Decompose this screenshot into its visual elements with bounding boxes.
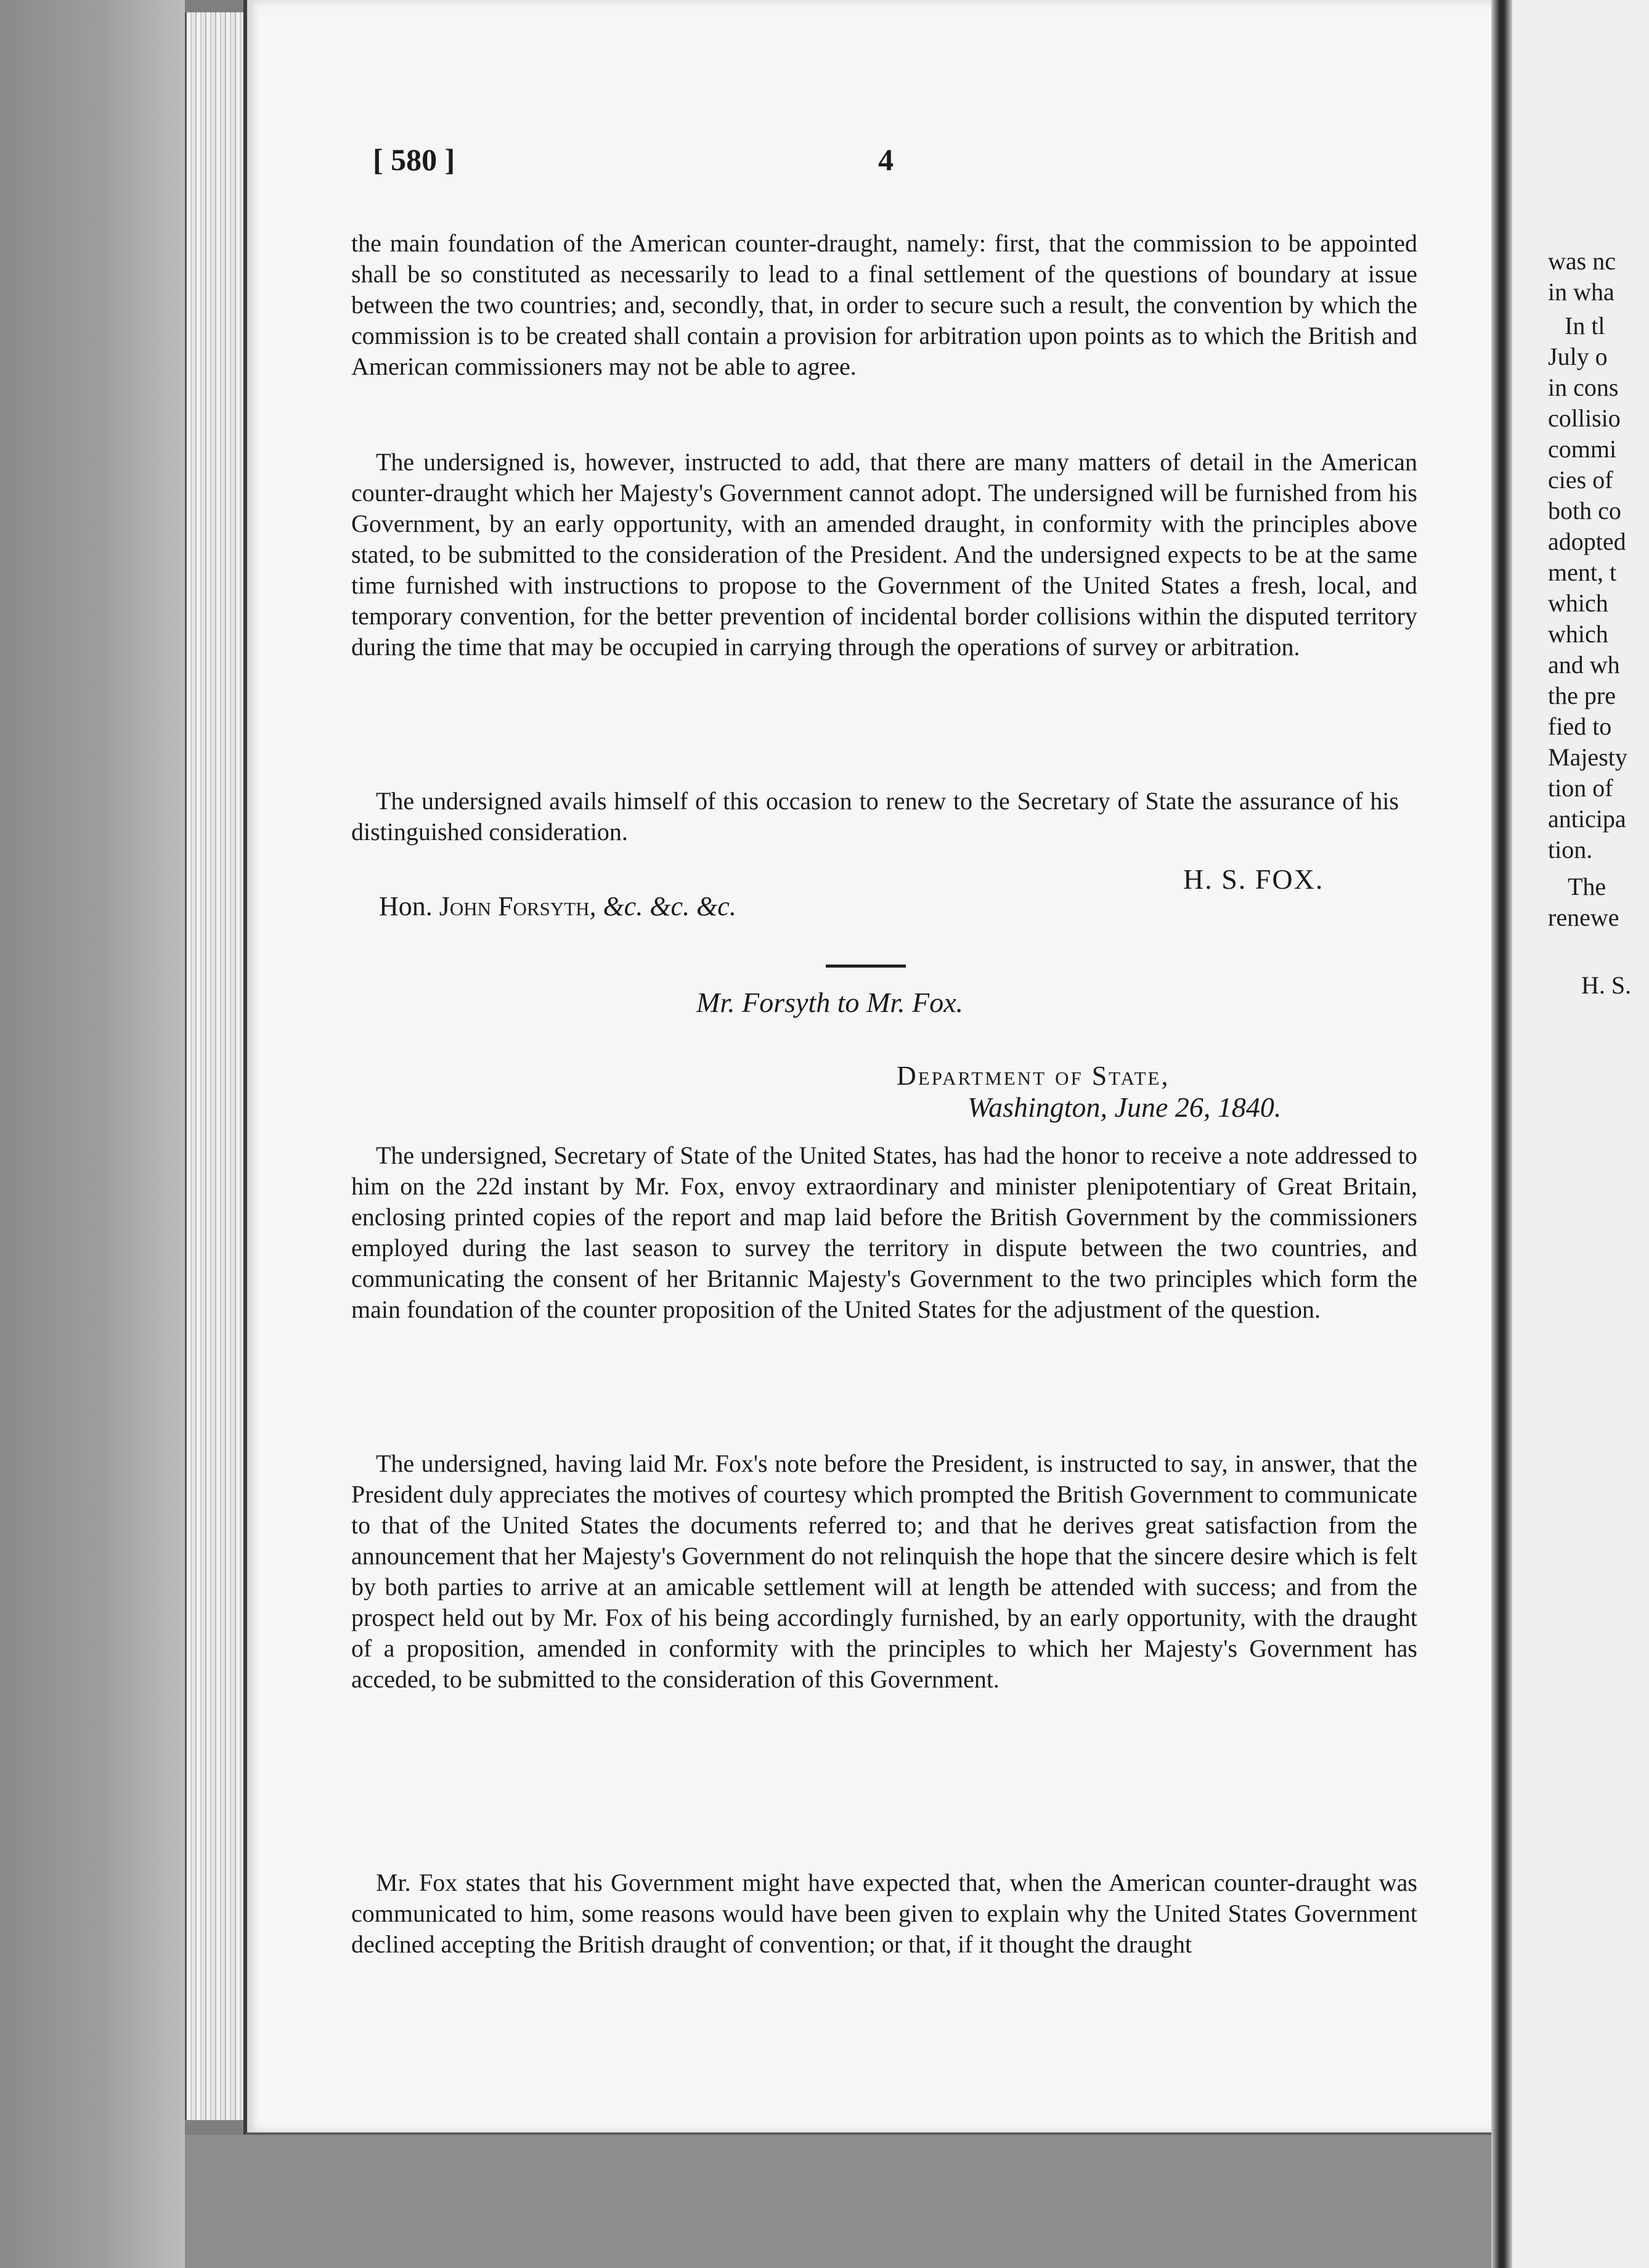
facing-line: renewe — [1548, 904, 1619, 931]
facing-line: adopted — [1548, 528, 1626, 555]
department-heading: Department of State, — [897, 1061, 1170, 1091]
facing-line: and wh — [1548, 651, 1620, 679]
page-number: [ 580 ] — [373, 142, 455, 177]
facing-line: both co — [1548, 497, 1621, 524]
addressee-prefix: Hon. — [379, 891, 439, 921]
facing-line: commi — [1548, 435, 1617, 463]
facing-line: in wha — [1548, 278, 1614, 306]
addressee-line — [379, 891, 736, 922]
facing-line: fied to — [1548, 712, 1612, 740]
paragraph-closing: The undersigned avails himself of this occasion to renew to the Secretary of State the assurance of his distinguished consideration. — [351, 787, 1399, 846]
facing-line: tion of — [1548, 774, 1613, 802]
paragraph-instruction: The undersigned is, however, instructed to add, that there are many matters of detail in the American counter-draught which her Majesty's Government cannot adopt. The undersigned will be furnished from his Government, by an early opportunity, with an amended draught, in conformity with the principles above stated, to be submitted to the consideration of the President. And the undersigned expects to be at the same time furnished with instructions to propose to the Government of the United States a fresh, local, and temporary convention, for the better prevention of incidental border collisions within the disputed territory during the time that may be occupied in carrying through the operations of survey or arbitration. — [351, 448, 1417, 661]
signature: H. S. FOX. — [1183, 863, 1324, 895]
facing-line: In tl — [1565, 312, 1605, 340]
body-paragraph-3: Mr. Fox states that his Government might have expected that, when the American counter-draught was communicated to him, some reasons would have been given to explain why the United States Government declined accepting the British draught of convention; or that, if it thought the draught — [351, 1869, 1417, 1958]
facing-line: which — [1548, 589, 1608, 617]
dateline: Washington, June 26, 1840. — [967, 1091, 1282, 1123]
paragraph-continuation: the main foundation of the American counter-draught, namely: first, that the commission to be appointed shall be so constituted as necessarily to lead to a final settlement of the questions of boundary at issue between the two countries; and, secondly, that, in order to secure such a result, the convention by which the commission is to be created shall contain a provision for arbitration upon points as to which the British and American commissioners may not be able to agree. — [351, 229, 1417, 380]
body-paragraph-2: The undersigned, having laid Mr. Fox's note before the President, is instructed to say, in answer, that the President duly appreciates the motives of courtesy which prompted the British Government to communicate to that of the United States the documents referred to; and that he derives great satisfaction from the announcement that her Majesty's Government do not relinquish the hope that the sincere desire which is felt by both parties to arrive at an amicable settlement will at length be attended with success; and from the prospect held out by Mr. Fox of his being accordingly furnished, by an early opportunity, with the draught of a proposition, amended in conformity with the principles to which her Majesty's Government has acceded, to be submitted to the consideration of this Government. — [351, 1450, 1417, 1693]
section-divider — [826, 965, 906, 968]
facing-line: which — [1548, 620, 1608, 648]
body-paragraph-1: The undersigned, Secretary of State of the United States, has had the honor to receive a note addressed to him on the 22d instant by Mr. Fox, envoy extraordinary and minister plenipotentiary of Great Britain, enclosing printed copies of the report and map laid before the British Government by the commissioners employed during the last season to survey the territory in dispute between the two countries, and communicating the consent of her Britannic Majesty's Government to the two principles which form the main foundation of the counter proposition of the United States for the adjustment of the question. — [351, 1141, 1417, 1323]
facing-line: tion. — [1548, 836, 1593, 863]
letter-title: Mr. Forsyth to Mr. Fox. — [696, 987, 964, 1018]
facing-line: collisio — [1548, 404, 1621, 432]
facing-page-fragment — [1512, 0, 1649, 2268]
book-gutter — [1491, 0, 1512, 2268]
addressee-suffix: , &c. &c. &c. — [589, 891, 736, 921]
facing-line: in cons — [1548, 373, 1619, 401]
facing-line: anticipa — [1548, 805, 1626, 833]
facing-line: was nc — [1548, 247, 1616, 275]
scan-bottom-margin — [185, 2135, 1491, 2268]
facing-line: July o — [1548, 343, 1608, 370]
facing-line: The — [1568, 873, 1606, 900]
scan-left-margin — [0, 0, 185, 2268]
facing-line: Majesty — [1548, 743, 1627, 771]
folio-number: 4 — [878, 142, 894, 177]
facing-line: the pre — [1548, 682, 1616, 709]
facing-signature: H. S. — [1581, 971, 1632, 999]
facing-line: ment, t — [1548, 558, 1617, 586]
facing-line: cies of — [1548, 466, 1613, 494]
addressee-name: John Forsyth — [439, 891, 590, 921]
